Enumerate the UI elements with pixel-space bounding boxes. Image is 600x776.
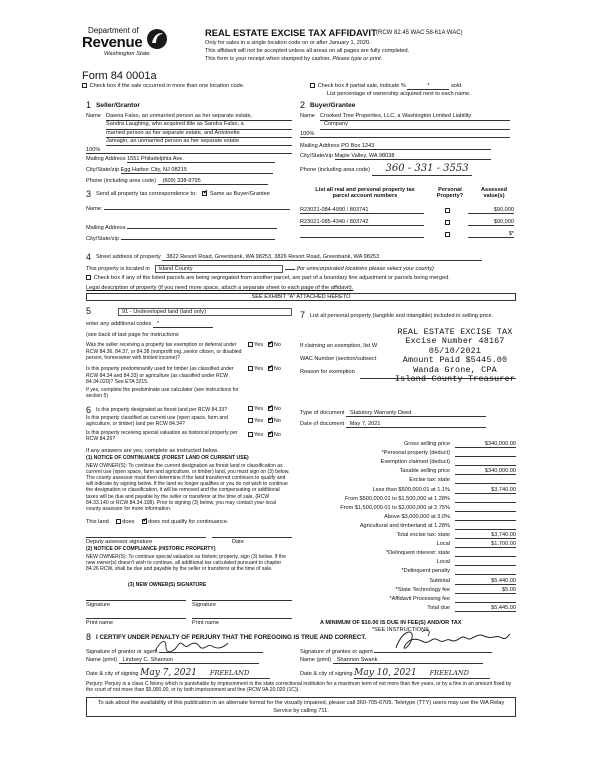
header-line-2: This affidavit will not be accepted unless all areas on all pages are fully completed. (205, 48, 410, 54)
buyer-name-line: Crooked Tree Properties, LLC, a Washington Limited Liability (320, 113, 510, 121)
buyer-name-label: Name (300, 113, 315, 119)
calc-row-value[interactable]: $3,740.00 (455, 487, 516, 494)
calc-row-label: *State Technology fee (395, 586, 450, 593)
header-line-3: This form is your receipt when stamped by cashier. Please type or print. (205, 56, 383, 62)
document-type-field[interactable]: Type of document Statutory Warranty Deed (300, 410, 516, 417)
calc-row-label: Taxable selling price (399, 468, 450, 475)
new-owner-signature-heading: (3) NEW OWNER(S) SIGNATURE (128, 582, 207, 588)
parcel-row[interactable] (300, 219, 516, 229)
new-owner-print-name-label[interactable]: Print name (86, 620, 114, 626)
buyer-city-field[interactable]: City/State/zip Maple Valley, WA 98038 (300, 153, 510, 160)
parcel-header-2: Personal Property? (436, 187, 464, 200)
seller-name-line: Dawna Falso, an unmarried person as her separate estate, (106, 113, 292, 121)
calc-row-label: Above $3,000,000 at 3.0% (384, 513, 450, 520)
exemption-question: Was the seller receiving a property tax exemption or deferral under RCW 84.36, 84.37, or 84.38 (nonprofit org.,senior citizen, or disabled person, homeowner with limited income)? (86, 342, 242, 362)
parcel-number: R23021-084-4990 / 803741 (300, 207, 424, 214)
calc-row-label: Local (436, 541, 450, 548)
notice-compliance-text: NEW OWNER(S): To continue special valuation as historic property, sign (3) below. If the new owner(s) doesn't wish to continue, all additional tax calculated pursuant to chapter 84.26 RCW, shall be due and payable by the seller or transferor at the time of sale. (86, 554, 286, 573)
see-instructions-note: *SEE INSTRUCTIONS (372, 627, 429, 633)
county-select[interactable]: Island County (155, 265, 283, 273)
calc-row-value[interactable] (455, 568, 516, 575)
assessed-value: $90,000 (468, 219, 514, 226)
seller-name-line: married person as her separate estate, and Antoinette (106, 130, 292, 138)
notice-continuance-text: NEW OWNER(S): To continue the current designation as forest land or classification as current use (open space, farm and agriculture, or timber) land, you must sign on (3) below. The county assessor must then determine if the land transferred continues to qualify and will indicate by signing below. If the land no longer qualifies or you do not wish to continue the designation or classification, it will be removed and the compensating or additional taxes will be due and payable by the seller or transferor at the time of sale. (RCW 84.33.140 or RCW 84.34.108). Prior to signing (3) below, you may contact your local county assessor for more information. (86, 463, 290, 512)
calc-row-value[interactable] (455, 514, 516, 521)
calc-row-label: *Affidavit Processing fee (389, 595, 450, 602)
parcel-row[interactable] (300, 231, 516, 241)
multi-location-checkbox-row[interactable]: Check box if the sale occurred in more than one location code. (82, 83, 244, 89)
land-use-select[interactable]: 91 - Undeveloped land (land only) (118, 308, 292, 316)
historic-yes-checkbox[interactable] (248, 432, 253, 437)
calc-row-label: *Personal property (deduct) (381, 450, 450, 457)
assessed-value: $90,000 (468, 207, 514, 214)
calc-row-value[interactable] (455, 559, 516, 566)
forest-no-checkbox[interactable] (268, 406, 273, 411)
exemption-claim-label: If claiming an exemption, list W (300, 343, 378, 349)
document-date-field[interactable]: Date of document May 7, 2021 (300, 421, 516, 428)
seller-name-block[interactable] (106, 113, 292, 146)
calc-row-label: Less than $500,000.01 at 1.1% (372, 486, 450, 493)
calc-row-value[interactable]: $3,740.00 (455, 532, 516, 539)
partial-sale-checkbox-row[interactable]: Check box if partial sale, indicate % * sold. (310, 83, 463, 90)
legal-description-label: Legal description of property (if you need more space, attach a separate sheet to each page of the affidavit). (86, 285, 354, 291)
grantor-name-field[interactable]: Name (print) Lindsey C. Shannon (86, 657, 296, 664)
department-of-text: Department of (88, 26, 139, 35)
seller-name-line: Sandra Laughing, who acquired title as Sandra Falso, a (106, 121, 292, 129)
calc-row-value[interactable] (455, 505, 516, 512)
timber-yes-no[interactable]: Yes ✓ No (248, 366, 281, 372)
header-line-1: Only for sales in a single location code on or after January 1, 2020. (205, 40, 371, 46)
calc-row-label: From $1,500,000.01 to $3,000,000 at 2.75% (340, 504, 450, 511)
calc-row-label: Exemption claimed (deduct) (380, 459, 450, 466)
grantee-signature-field[interactable]: Signature of grantee or agent (300, 646, 516, 655)
section-2-number: 2 (300, 100, 306, 110)
seller-ownership-percent[interactable]: 100% (86, 147, 292, 154)
section-1-number: 1 (86, 100, 92, 110)
seller-phone-field[interactable]: Phone (including area code) (609) 338-9795 (86, 178, 292, 185)
forest-yes-checkbox[interactable] (248, 406, 253, 411)
multi-location-checkbox[interactable] (82, 83, 87, 88)
section-3-number: 3 (86, 189, 92, 199)
if-yes-note: If any answers are yes, complete as instructed below. (86, 448, 219, 454)
grantor-signature-field[interactable]: Signature of grantor or agent (86, 646, 296, 655)
personal-property-checkbox[interactable] (445, 232, 450, 237)
section-8-number: 8 (86, 632, 92, 642)
buyer-phone-field[interactable]: Phone (including area code) 360 - 331 - 3553 (300, 163, 514, 176)
seller-name-line: Jamagin, an unmarried person as her separate estate (106, 138, 292, 146)
street-address-field[interactable]: Street address of property 3822 Resort Road, Greenbank, WA 98253, 3826 Resort Road, Greenbank, WA 98253 (96, 254, 516, 261)
certify-statement: I CERTIFY UNDER PENALTY OF PERJURY THAT THE FOREGOING IS TRUE AND CORRECT. (96, 634, 367, 641)
rcw-reference: (RCW 82.45 WAC 58-61A WAC) (376, 30, 463, 36)
calc-row-value[interactable]: $5.00 (455, 587, 516, 594)
grantee-signature-icon (392, 626, 514, 656)
grantee-name-field[interactable]: Name (print) Shannon Swank (300, 657, 516, 664)
forest-yes-no[interactable]: Yes ✓ No (248, 406, 281, 412)
calc-row-label: Subtotal (429, 577, 450, 584)
land-does-qualify-checkbox[interactable] (116, 519, 121, 524)
calc-row-label: *Delinquent interest: state (385, 550, 450, 557)
segregated-checkbox-row[interactable]: Check box if any of the listed parcels are being segregated from another parcel, are part of a boundary line adjustment or parcels being merged. (86, 275, 516, 281)
land-does-not-qualify-checkbox[interactable] (142, 519, 147, 524)
parcel-header-3: Assessed value(s) (480, 187, 508, 200)
form-title: REAL ESTATE EXCISE TAX AFFIDAVIT (205, 27, 377, 38)
forest-question: Is this property designated as forest land per RCW 84.33? (96, 407, 228, 413)
current-use-yes-no[interactable]: Yes ✓ No (248, 418, 281, 424)
seller-heading: Seller/Grantor (96, 102, 140, 109)
calc-row-label: Local (436, 559, 450, 566)
parcel-number (300, 231, 424, 238)
parcel-row[interactable] (300, 207, 516, 217)
grantee-date-field[interactable]: Date & city of signing May 10, 2021 FREELAND (300, 668, 516, 679)
new-owner-signature-label[interactable]: Signature (192, 602, 216, 608)
buyer-name-block[interactable] (320, 113, 510, 130)
additional-codes-field[interactable]: enter any additional codes * (86, 321, 292, 328)
calc-row-value[interactable]: $5,445.00 (455, 605, 516, 612)
calc-row-value[interactable]: $340,000.00 (455, 441, 516, 448)
calc-row-label: *Delinquent penalty (401, 568, 450, 575)
calc-row-value[interactable] (455, 596, 516, 603)
calc-row-value[interactable] (455, 550, 516, 557)
grantor-signature-icon (152, 637, 232, 655)
reason-exemption-label: Reason for exemption (300, 369, 355, 375)
predominate-use-note: If yes, complete the predominate use calculator (see instructions for section 5) (86, 387, 239, 399)
grantor-date-field[interactable]: Date & city of signing May 7, 2021 FREELAND (86, 668, 296, 679)
calc-row-label: Total excise tax: state (396, 532, 450, 538)
current-use-yes-checkbox[interactable] (248, 418, 253, 423)
revenue-wordmark: Revenue (82, 34, 143, 51)
current-use-no-checkbox[interactable] (268, 418, 273, 423)
partial-sale-checkbox[interactable] (310, 83, 315, 88)
notice-continuance-heading: (1) NOTICE OF CONTINUANCE (FOREST LAND OR CURRENT USE) (86, 455, 249, 461)
parcel-header-1: List all real and personal property tax parcel account numbers (315, 187, 415, 200)
calc-row-value[interactable] (455, 459, 516, 466)
calc-row-value[interactable] (455, 496, 516, 503)
section-4-number: 4 (86, 252, 92, 262)
new-owner-signature-label[interactable]: Signature (86, 602, 110, 608)
exemption-yes-checkbox[interactable] (248, 342, 253, 347)
current-use-question: Is this property classified as current use (open space, farm and agriculture, or timber) land per RCW 84.34? (86, 415, 228, 427)
buyer-name-line: Company (320, 121, 510, 129)
personal-property-label: List all personal property (tangible and intangible) included in selling price. (310, 313, 494, 319)
deputy-assessor-label: Deputy assessor signature (86, 539, 153, 545)
section-7-number: 7 (300, 310, 306, 320)
assessed-value: $* (468, 231, 514, 238)
personal-property-checkbox[interactable] (445, 208, 450, 213)
parcel-number: R23021-085-4340 / 803742 (300, 219, 424, 226)
continuance-row: This land does ✓ does not qualify for continuance. (86, 519, 229, 525)
buyer-ownership-percent[interactable]: 100% (300, 131, 510, 138)
calc-row-value[interactable] (455, 523, 516, 530)
buyer-mailing-field[interactable]: Mailing Address PO Box 1243 (300, 143, 510, 150)
partial-sale-percent[interactable]: * (407, 83, 449, 90)
calc-row-value[interactable]: $340,000.00 (455, 468, 516, 475)
deputy-date-label: Date (232, 539, 244, 545)
accessibility-footer: To ask about the availability of this publication in an alternate format for the visually impaired, please call 360-705-6705. Teletype (TTY) users may use the WA Relay Service by calling 711. (86, 697, 516, 717)
timber-question: Is this property predominantly used for timber (as classified under RCW 84.34 and 84.33) or agriculture (as classified under RCW 84.34.020)? See ETA 3215. (86, 366, 234, 386)
calc-row-value[interactable]: $1,700.00 (455, 541, 516, 548)
new-owner-print-name-label[interactable]: Print name (192, 620, 220, 626)
same-as-buyer-checkbox[interactable] (202, 191, 207, 196)
exemption-yes-no[interactable]: Yes ✓ No (248, 342, 281, 348)
buyer-heading: Buyer/Grantee (310, 102, 356, 109)
seller-name-label: Name (86, 113, 101, 119)
perjury-notice: Perjury: Perjury is a class C felony which is punishable by imprisonment in the state correctional institution for a maximum term of not more than five years, or by a fine in an amount fixed by the court of not more than $5,000.00, or by both imprisonment and fine (RCW 9A.20.020 (1C)). (86, 681, 512, 694)
historic-no-checkbox[interactable] (268, 432, 273, 437)
dor-logo (82, 26, 202, 66)
wac-number-label: WAC Number (section/subsect (300, 356, 377, 362)
dor-logo-mark-icon (146, 28, 168, 50)
historic-question: Is this property receiving special valuation as historical property per RCW 84.26? (86, 430, 238, 442)
ownership-percentage-note: List percentage of ownership acquired next to each name. (327, 91, 471, 97)
exemption-no-checkbox[interactable] (268, 342, 273, 347)
notice-compliance-heading: (2) NOTICE OF COMPLIANCE (HISTORIC PROPERTY) (86, 546, 216, 552)
tax-corr-city-field[interactable]: City/State/zip (86, 236, 292, 242)
calc-row-label: Gross selling price (403, 441, 450, 447)
timber-no-checkbox[interactable] (268, 366, 273, 371)
washington-state-text: Washington State (104, 51, 150, 57)
form-number: Form 84 0001a (82, 70, 157, 82)
historic-yes-no[interactable]: Yes ✓ No (248, 432, 281, 438)
calc-row-label: Excise tax: state (409, 477, 450, 484)
timber-yes-checkbox[interactable] (248, 366, 253, 371)
minimum-fee-note: A MINIMUM OF $10.00 IS DUE IN FEE(S) AND/OR TAX (320, 620, 462, 626)
personal-property-checkbox[interactable] (445, 220, 450, 225)
calc-row-label: From $500,000.01 to $1,500,000 at 1.28% (344, 495, 450, 502)
see-back-note: (see back of last page for instructions (86, 332, 179, 338)
county-row: This property is located in Island County (for unincorporated locations please select your county) (86, 266, 434, 272)
seller-city-field[interactable]: City/State/zip Egg Harbor City, NJ 08215 (86, 167, 292, 174)
calc-row-value[interactable]: $5,440.00 (455, 578, 516, 585)
tax-correspondence-label: Send all property tax correspondence to: ✓ Same as Buyer/Grantee (96, 191, 270, 197)
segregated-checkbox[interactable] (86, 275, 91, 280)
calc-row-label: Total due (427, 604, 450, 611)
section-6-number: 6 (86, 405, 92, 415)
tax-corr-mailing-field[interactable]: Mailing Address (86, 225, 292, 231)
treasurer-stamp: REAL ESTATE EXCISE TAX Excise Number 48167 05/10/2021 Amount Paid $5445.00 Wanda Grone, CPA Island County Treasurer (394, 327, 516, 385)
section-5-number: 5 (86, 306, 92, 316)
seller-mailing-field[interactable]: Mailing Address 1551 Philadelphia Ave. (86, 156, 292, 163)
tax-corr-name-field[interactable]: Name: (86, 206, 292, 212)
calc-row-label: Agricultural and timberland at 1.28% (359, 522, 450, 529)
calc-row-value[interactable] (455, 450, 516, 457)
calc-row-value[interactable] (455, 477, 516, 484)
legal-description-box[interactable]: SEE EXHIBIT "A" ATTACHED HERETO (86, 293, 516, 301)
